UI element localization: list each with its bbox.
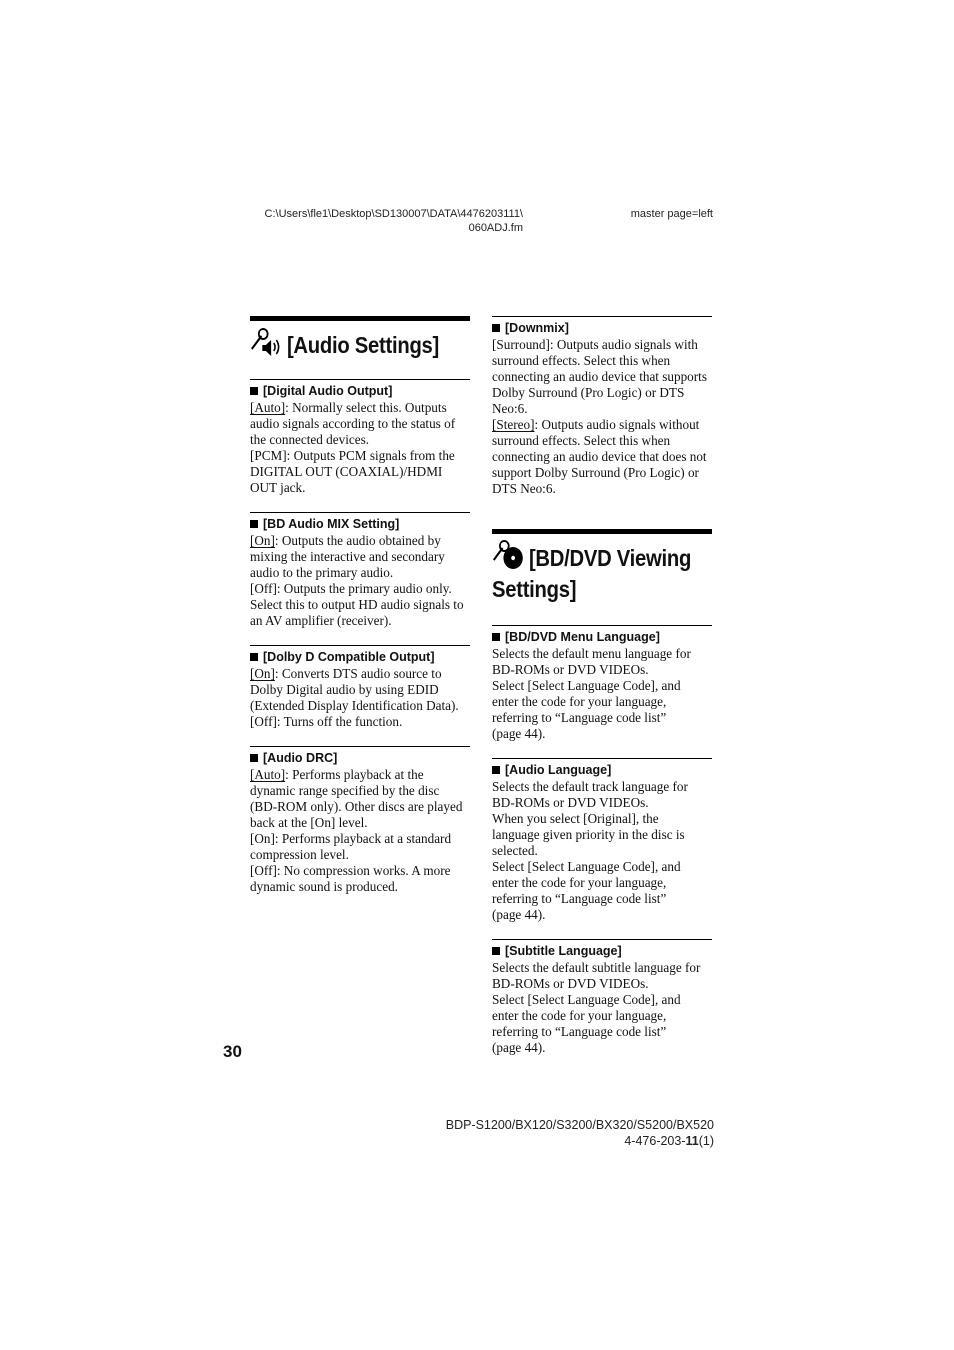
- item-digital-audio-output: [250, 379, 470, 496]
- bullet-square-icon: [250, 387, 258, 395]
- body-text-line: [Off]: Turns off the function.: [250, 714, 403, 729]
- default-option-label: [Auto]: [250, 767, 286, 782]
- file-path-line-1: C:\Users\fle1\Desktop\SD130007\DATA\4476203111\: [264, 208, 523, 220]
- body-text-line: DTS Neo:6.: [492, 481, 556, 496]
- body-text-line: Selects the default track language for: [492, 779, 688, 794]
- model-list: BDP-S1200/BX120/S3200/BX320/S5200/BX520: [445, 1118, 714, 1132]
- body-text-line: (Extended Display Identification Data).: [250, 698, 459, 713]
- item-dolby-d-compatible-output: [250, 645, 470, 730]
- item-subtitle-language: [492, 939, 712, 1056]
- body-text-line: language given priority in the disc is: [492, 827, 685, 842]
- item-body: [492, 779, 712, 923]
- body-text-line: [Stereo]: Outputs audio signals without: [492, 417, 700, 432]
- body-text-line: Select [Select Language Code], and: [492, 678, 681, 693]
- body-text-line: [Auto]: Normally select this. Outputs: [250, 400, 447, 415]
- bullet-square-icon: [492, 766, 500, 774]
- body-text-line: DIGITAL OUT (COAXIAL)/HDMI: [250, 464, 443, 479]
- bullet-square-icon: [492, 633, 500, 641]
- audio-settings-title: [250, 316, 470, 363]
- default-option-label: [Auto]: [250, 400, 286, 415]
- item-heading: [Audio DRC]: [250, 750, 470, 766]
- right-column: [492, 316, 712, 1072]
- file-path-line-2: 060ADJ.fm: [468, 221, 523, 234]
- item-heading: [BD Audio MIX Setting]: [250, 516, 470, 532]
- body-text-line: compression level.: [250, 847, 349, 862]
- default-option-label: [On]: [250, 666, 275, 681]
- body-text-line: audio to the primary audio.: [250, 565, 394, 580]
- body-text-line: back at the [On] level.: [250, 815, 368, 830]
- bullet-square-icon: [250, 754, 258, 762]
- body-text-line: Select [Select Language Code], and: [492, 992, 681, 1007]
- body-text-line: an AV amplifier (receiver).: [250, 613, 392, 628]
- body-text-line: referring to “Language code list”: [492, 891, 667, 906]
- body-text-line: referring to “Language code list”: [492, 1024, 667, 1039]
- body-text-line: connecting an audio device that supports: [492, 369, 707, 384]
- document-code: 4-476-203-11(1): [624, 1134, 714, 1148]
- body-text-line: surround effects. Select this when: [492, 433, 671, 448]
- body-text-line: [On]: Outputs the audio obtained by: [250, 533, 441, 548]
- body-text-line: [Off]: No compression works. A more: [250, 863, 451, 878]
- body-text-line: mixing the interactive and secondary: [250, 549, 445, 564]
- bullet-square-icon: [492, 324, 500, 332]
- body-text-line: (BD-ROM only). Other discs are played: [250, 799, 463, 814]
- item-bd-dvd-menu-language: [492, 625, 712, 742]
- item-body: [492, 337, 712, 497]
- item-audio-drc: [250, 746, 470, 895]
- item-bd-audio-mix-setting: [250, 512, 470, 629]
- body-text-line: the connected devices.: [250, 432, 369, 447]
- default-option-label: [Stereo]: [492, 417, 535, 432]
- body-text-line: (page 44).: [492, 907, 546, 922]
- footer: [420, 1117, 714, 1149]
- item-body: [250, 400, 470, 496]
- body-text-line: Select [Select Language Code], and: [492, 859, 681, 874]
- bd-dvd-viewing-settings-title: [492, 529, 712, 603]
- item-body: [492, 960, 712, 1056]
- item-heading: [Subtitle Language]: [492, 943, 712, 959]
- body-text-line: Selects the default subtitle language for: [492, 960, 701, 975]
- left-column: [250, 316, 470, 911]
- body-text-line: enter the code for your language,: [492, 694, 667, 709]
- body-text-line: [Surround]: Outputs audio signals with: [492, 337, 698, 352]
- body-text-line: surround effects. Select this when: [492, 353, 671, 368]
- body-text-line: Selects the default menu language for: [492, 646, 691, 661]
- body-text-line: [On]: Converts DTS audio source to: [250, 666, 442, 681]
- body-text-line: referring to “Language code list”: [492, 710, 667, 725]
- body-text-line: Dolby Digital audio by using EDID: [250, 682, 439, 697]
- wrench-speaker-icon: [250, 327, 283, 363]
- body-text-line: enter the code for your language,: [492, 875, 667, 890]
- item-heading: [Audio Language]: [492, 762, 712, 778]
- master-page-label: master page=left: [630, 208, 713, 220]
- item-heading: [Dolby D Compatible Output]: [250, 649, 470, 665]
- item-heading: [BD/DVD Menu Language]: [492, 629, 712, 645]
- audio-settings-title-text: [Audio Settings]: [286, 332, 440, 358]
- body-text-line: [Off]: Outputs the primary audio only.: [250, 581, 452, 596]
- bullet-square-icon: [250, 653, 258, 661]
- body-text-line: BD-ROMs or DVD VIDEOs.: [492, 662, 649, 677]
- body-text-line: BD-ROMs or DVD VIDEOs.: [492, 795, 649, 810]
- item-body: [250, 533, 470, 629]
- bullet-square-icon: [250, 520, 258, 528]
- body-text-line: dynamic range specified by the disc: [250, 783, 440, 798]
- wrench-disc-icon: [492, 540, 525, 576]
- default-option-label: [On]: [250, 533, 275, 548]
- body-text-line: Dolby Surround (Pro Logic) or DTS: [492, 385, 685, 400]
- body-text-line: BD-ROMs or DVD VIDEOs.: [492, 976, 649, 991]
- body-text-line: audio signals according to the status of: [250, 416, 456, 431]
- body-text-line: Neo:6.: [492, 401, 528, 416]
- body-text-line: enter the code for your language,: [492, 1008, 667, 1023]
- body-text-line: (page 44).: [492, 1040, 546, 1055]
- item-body: [492, 646, 712, 742]
- body-text-line: [Auto]: Performs playback at the: [250, 767, 424, 782]
- page-number: 30: [223, 1042, 242, 1061]
- bd-dvd-title-line-1: [BD/DVD Viewing: [528, 545, 692, 571]
- item-body: [250, 767, 470, 895]
- body-text-line: support Dolby Surround (Pro Logic) or: [492, 465, 699, 480]
- body-text-line: When you select [Original], the: [492, 811, 659, 826]
- item-heading: [Digital Audio Output]: [250, 383, 470, 399]
- item-downmix: [492, 316, 712, 497]
- file-path-header: [256, 208, 523, 235]
- body-text-line: selected.: [492, 843, 538, 858]
- bullet-square-icon: [492, 947, 500, 955]
- body-text-line: dynamic sound is produced.: [250, 879, 398, 894]
- body-text-line: (page 44).: [492, 726, 546, 741]
- item-audio-language: [492, 758, 712, 923]
- body-text-line: connecting an audio device that does not: [492, 449, 707, 464]
- body-text-line: Select this to output HD audio signals to: [250, 597, 464, 612]
- body-text-line: [PCM]: Outputs PCM signals from the: [250, 448, 455, 463]
- item-body: [250, 666, 470, 730]
- bd-dvd-title-line-2: Settings]: [492, 576, 577, 602]
- body-text-line: [On]: Performs playback at a standard: [250, 831, 452, 846]
- item-heading: [Downmix]: [492, 320, 712, 336]
- body-text-line: OUT jack.: [250, 480, 306, 495]
